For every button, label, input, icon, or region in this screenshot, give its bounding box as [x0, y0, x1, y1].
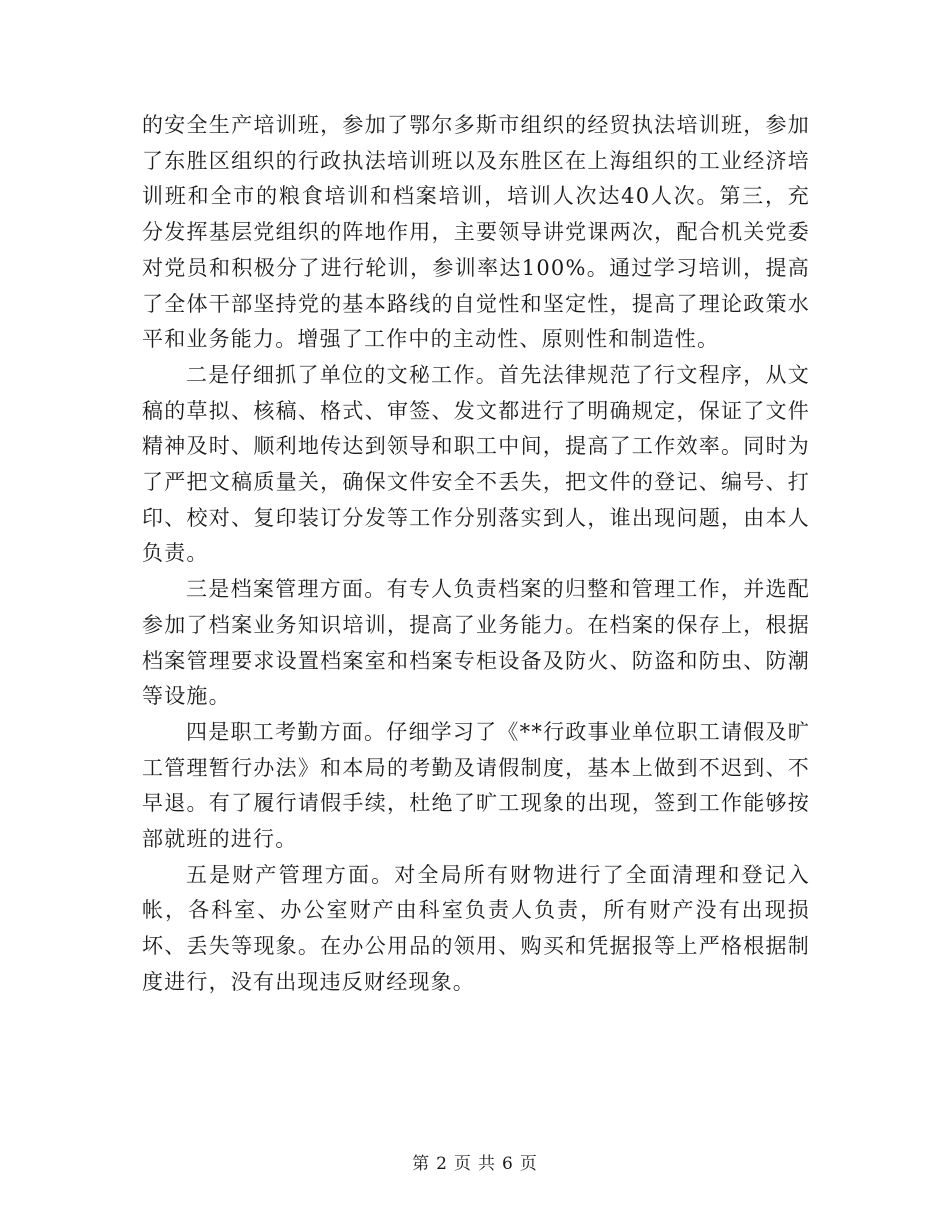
footer-total-suffix: 页 — [519, 1154, 538, 1174]
footer-total-pages: 6 — [502, 1154, 514, 1174]
footer-current-page: 2 — [436, 1154, 448, 1174]
paragraph-attendance: 四是职工考勤方面。仔细学习了《**行政事业单位职工请假及旷工管理暂行办法》和本局的考勤及请假制度，基本上做到不迟到、不早退。有了履行请假手续，杜绝了旷工现象的出现，签到工作能够按部就班的进行。 — [142, 719, 810, 852]
paragraph-continuation: 的安全生产培训班，参加了鄂尔多斯市组织的经贸执法培训班，参加了东胜区组织的行政执法培训班以及东胜区在上海组织的工业经济培训班和全市的粮食培训和档案培训，培训人次达40人次。第三，充分发挥基层党组织的阵地作用，主要领导讲党课两次，配合机关党委对党员和积极分了进行轮训，参训率达100%。通过学习培训，提高了全体干部坚持党的基本路线的自觉性和坚定性，提高了理论政策水平和业务能力。增强了工作中的主动性、原则性和制造性。 — [142, 113, 810, 352]
document-body — [142, 108, 810, 1001]
footer-page-prefix: 第 — [412, 1154, 431, 1174]
paragraph-property-management: 五是财产管理方面。对全局所有财物进行了全面清理和登记入帐，各科室、办公室财产由科室负责人负责，所有财产没有出现损坏、丢失等现象。在办公用品的领用、购买和凭据报等上严格根据制度进行，没有出现违反财经现象。 — [142, 862, 810, 994]
page-footer — [0, 1153, 950, 1175]
footer-page-word: 页 — [454, 1154, 472, 1174]
paragraph-secretarial-work: 二是仔细抓了单位的文秘工作。首先法律规范了行文程序，从文稿的草拟、核稿、格式、审签、发文都进行了明确规定，保证了文件精神及时、顺利地传达到领导和职工中间，提高了工作效率。同时为了严把文稿质量关，确保文件安全不丢失，把文件的登记、编号、打印、校对、复印装订分发等工作分别落实到人，谁出现问题，由本人负责。 — [142, 362, 810, 566]
paragraph-archive-management: 三是档案管理方面。有专人负责档案的归整和管理工作，并选配参加了档案业务知识培训，提高了业务能力。在档案的保存上，根据档案管理要求设置档案室和档案专柜设备及防火、防盗和防虫、防潮等设施。 — [142, 577, 810, 709]
footer-total-prefix: 共 — [478, 1154, 496, 1174]
